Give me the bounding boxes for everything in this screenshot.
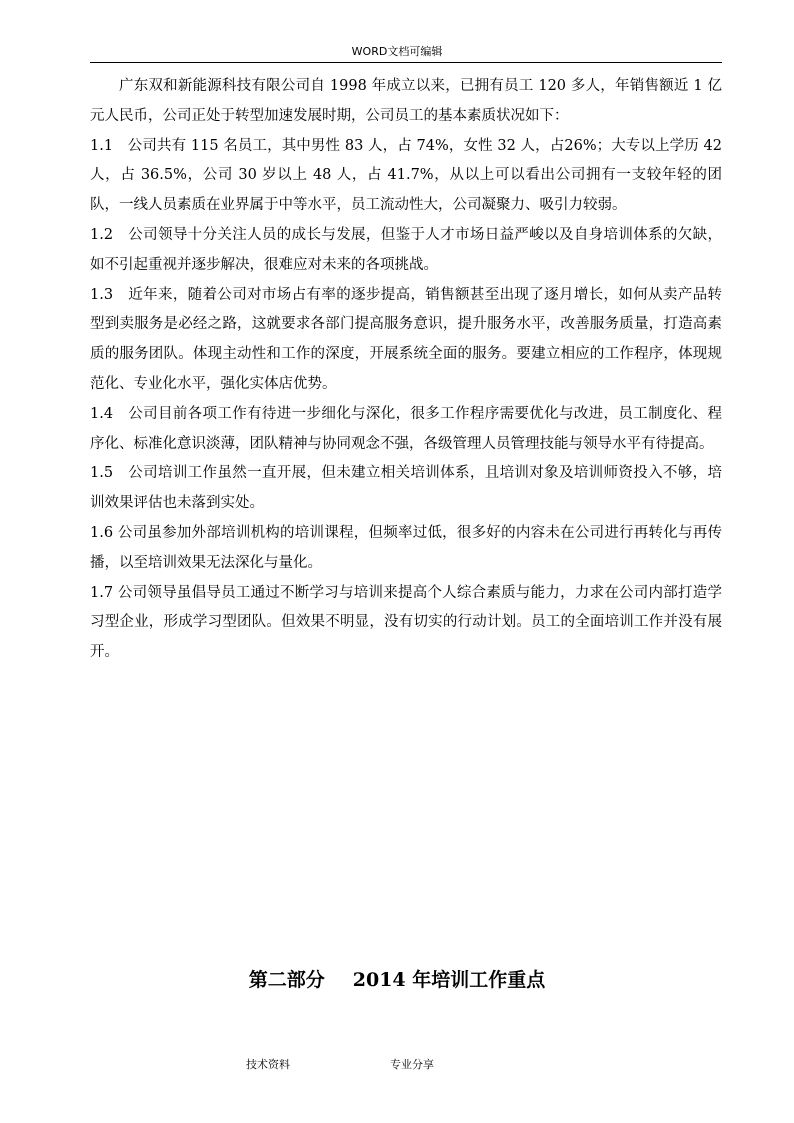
- header-rule: [90, 62, 722, 63]
- paragraph-1-1: 1.1 公司共有 115 名员工，其中男性 83 人，占 74%，女性 32 人，占26%；大专以上学历 42 人，占 36.5%，公司 30 岁以上 48 人，占 41.7%，从以上可以看出公司拥有一支较年轻的团队，一线人员素质在业界属于中等水平，员工流动性大，公司凝聚力、吸引力较弱。: [90, 137, 722, 214]
- paragraph-1-6: 1.6 公司虽参加外部培训机构的培训课程，但频率过低，很多好的内容未在公司进行再转化与再传播，以至培训效果无法深化与量化。: [90, 524, 722, 571]
- document-body: [90, 72, 722, 668]
- paragraph-1-3: 1.3 近年来，随着公司对市场占有率的逐步提高，销售额甚至出现了逐月增长，如何从卖产品转型到卖服务是必经之路，这就要求各部门提高服务意识，提升服务水平，改善服务质量，打造高素质的服务团队。体现主动性和工作的深度，开展系统全面的服务。要建立相应的工作程序，体现规范化、专业化水平，强化实体店优势。: [90, 286, 722, 392]
- section-part-label: 第二部分: [248, 969, 325, 991]
- section-title-text: 2014 年培训工作重点: [352, 969, 546, 991]
- footer-left-text: 技术资料: [246, 1058, 290, 1071]
- section-heading: [0, 966, 794, 994]
- page-header: WORD文档可编辑: [351, 45, 443, 58]
- paragraph-1-5: 1.5 公司培训工作虽然一直开展，但未建立相关培训体系，且培训对象及培训师资投入不够，培训效果评估也未落到实处。: [90, 465, 722, 512]
- paragraph-1-2: 1.2 公司领导十分关注人员的成长与发展，但鉴于人才市场日益严峻以及自身培训体系的欠缺，如不引起重视并逐步解决，很难应对未来的各项挑战。: [90, 226, 722, 273]
- intro-paragraph: 广东双和新能源科技有限公司自 1998 年成立以来，已拥有员工 120 多人，年销售额近 1 亿元人民币，公司正处于转型加速发展时期，公司员工的基本素质状况如下：: [90, 78, 722, 124]
- paragraph-1-7: 1.7 公司领导虽倡导员工通过不断学习与培训来提高个人综合素质与能力，力求在公司内部打造学习型企业，形成学习型团队。但效果不明显，没有切实的行动计划。员工的全面培训工作并没有展开。: [90, 584, 722, 661]
- footer-right-text: 专业分享: [390, 1058, 434, 1071]
- paragraph-1-4: 1.4 公司目前各项工作有待进一步细化与深化，很多工作程序需要优化与改进，员工制度化、程序化、标准化意识淡薄，团队精神与协同观念不强，各级管理人员管理技能与领导水平有待提高。: [90, 405, 722, 452]
